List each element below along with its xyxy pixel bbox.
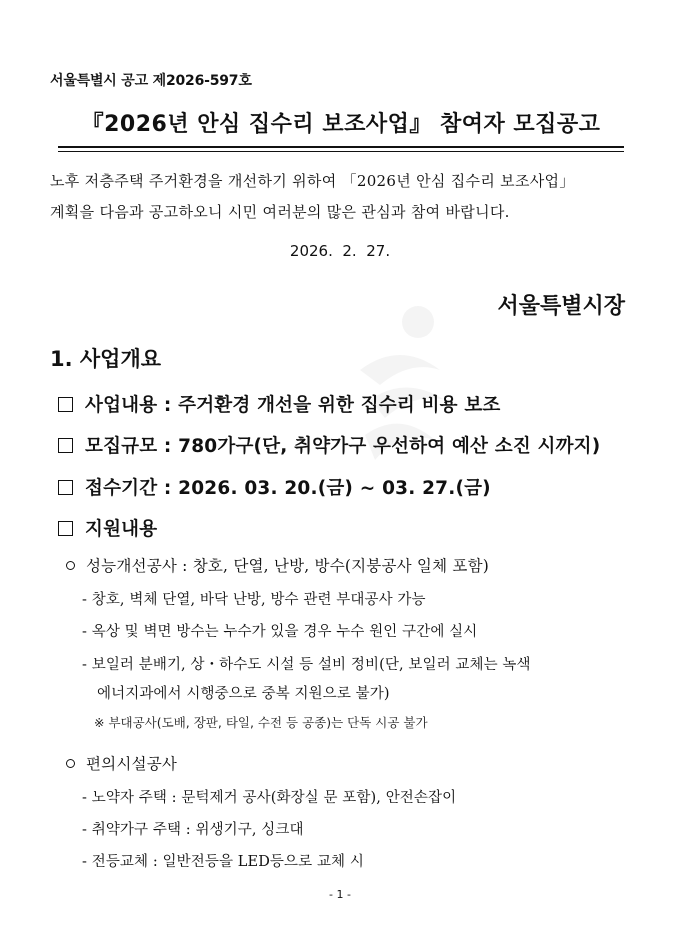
overview-item-text: 모집규모 : 780가구(단, 취약가구 우선하여 예산 소진 시까지): [85, 436, 601, 457]
overview-item-text: 접수기간 : 2026. 03. 20.(금) ~ 03. 27.(금): [85, 478, 491, 499]
support-detail: - 옥상 및 벽면 방수는 누수가 있을 경우 누수 원인 구간에 실시: [82, 624, 478, 640]
checkbox-square-icon: [58, 438, 73, 453]
support-detail-continued: 에너지과에서 시행중으로 중복 지원으로 불가): [97, 686, 390, 702]
intro-line-1: 노후 저층주택 주거환경을 개선하기 위하여 「2026년 안심 집수리 보조사업」: [50, 172, 575, 190]
title-underline-thin: [58, 151, 624, 152]
intro-line-2: 계획을 다음과 공고하오니 시민 여러분의 많은 관심과 참여 바랍니다.: [50, 203, 510, 221]
support-detail: - 전등교체 : 일반전등을 LED등으로 교체 시: [82, 854, 364, 870]
checkbox-square-icon: [58, 521, 73, 536]
overview-item-text: 사업내용 : 주거환경 개선을 위한 집수리 비용 보조: [85, 395, 501, 416]
issuer-signature: 서울특별시장: [497, 294, 625, 319]
support-detail: - 취약가구 주택 : 위생기구, 싱크대: [82, 822, 304, 838]
announcement-date: 2026. 2. 27.: [289, 242, 391, 260]
support-detail: - 보일러 분배기, 상・하수도 시설 등 설비 정비(단, 보일러 교체는 녹색: [82, 657, 531, 673]
support-category: [66, 752, 177, 774]
circle-bullet-icon: [66, 561, 75, 570]
section-title: 1. 사업개요: [50, 347, 162, 371]
checkbox-square-icon: [58, 397, 73, 412]
support-detail: - 창호, 벽체 단열, 바닥 난방, 방수 관련 부대공사 가능: [82, 592, 426, 608]
support-category: [66, 554, 489, 576]
support-detail: - 노약자 주택 : 문턱제거 공사(화장실 문 포함), 안전손잡이: [82, 790, 457, 806]
checkbox-square-icon: [58, 480, 73, 495]
overview-item: [58, 474, 491, 500]
overview-item-text: 지원내용: [85, 519, 158, 540]
overview-item: [58, 391, 501, 417]
notice-number: 서울특별시 공고 제2026-597호: [50, 73, 252, 89]
page-number: - 1 -: [329, 888, 351, 901]
overview-item: [58, 432, 600, 458]
support-category-title: 성능개선공사 : 창호, 단열, 난방, 방수(지붕공사 일체 포함): [86, 557, 489, 575]
support-note: ※ 부대공사(도배, 장판, 타일, 수전 등 공종)는 단독 시공 불가: [94, 715, 428, 730]
support-category-title: 편의시설공사: [86, 755, 178, 773]
circle-bullet-icon: [66, 759, 75, 768]
overview-item: [58, 515, 157, 541]
document-title: 『2026년 안심 집수리 보조사업』 참여자 모집공고: [81, 112, 601, 137]
title-underline-thick: [58, 146, 624, 148]
